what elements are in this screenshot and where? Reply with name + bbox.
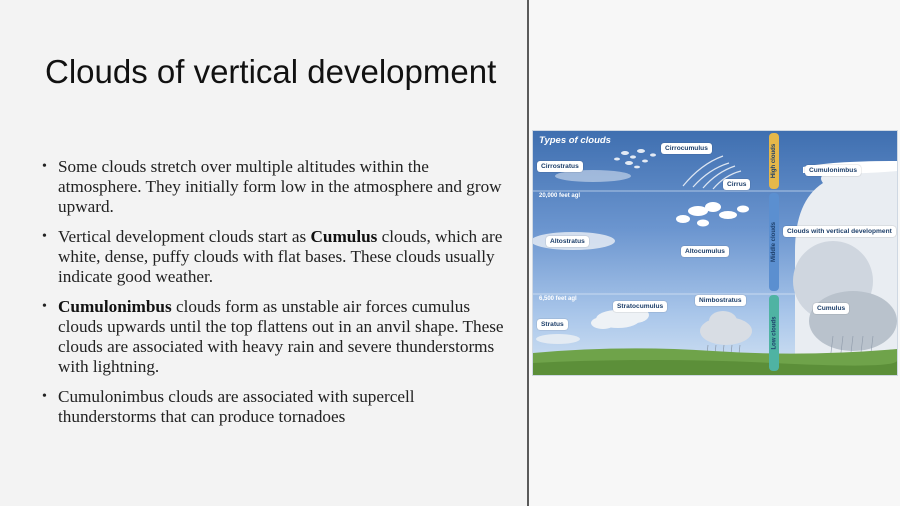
band-high-clouds: High clouds — [769, 133, 779, 189]
label-cumulonimbus: Cumulonimbus — [805, 165, 861, 176]
bullet-item: • Cumulonimbus clouds are associated with supercell thunderstorms that can produce tornadoes — [42, 387, 512, 427]
band-middle-clouds: Middle clouds — [769, 193, 779, 291]
slide-title: Clouds of vertical development — [45, 53, 497, 90]
figure-title: Types of clouds — [539, 135, 611, 146]
label-altocumulus: Altocumulus — [681, 246, 729, 257]
label-cirrocumulus: Cirrocumulus — [661, 143, 712, 154]
bullet-item: • Some clouds stretch over multiple altitudes within the atmosphere. They initially form low in the atmosphere and grow upward. — [42, 157, 512, 217]
label-stratus: Stratus — [537, 319, 568, 330]
label-altostratus: Altostratus — [546, 236, 589, 247]
bullet-item: • Vertical development clouds start as Cumulus clouds, which are white, dense, puffy clouds with flat bases. These clouds usually indicate good weather. — [42, 227, 512, 287]
altitude-label-high: 20,000 feet agl — [539, 193, 581, 199]
label-cirrostratus: Cirrostratus — [537, 161, 583, 172]
bold-term: Cumulus — [310, 227, 378, 246]
label-vertical-development: Clouds with vertical development — [783, 226, 896, 237]
altitude-label-low: 6,500 feet agl — [539, 296, 577, 302]
label-stratocumulus: Stratocumulus — [613, 301, 667, 312]
bold-term: Cumulonimbus — [58, 297, 172, 316]
label-cumulus: Cumulus — [813, 303, 849, 314]
label-nimbostratus: Nimbostratus — [695, 295, 746, 306]
band-low-clouds: Low clouds — [769, 295, 779, 371]
bullet-item: • Cumulonimbus clouds form as unstable air forces cumulus clouds upwards until the top flattens out in an anvil shape. These clouds are associated with heavy rain and severe thunderstorms with lightning. — [42, 297, 512, 377]
bullet-list — [42, 157, 512, 437]
cloud-types-figure — [532, 130, 898, 376]
label-cirrus: Cirrus — [723, 179, 750, 190]
